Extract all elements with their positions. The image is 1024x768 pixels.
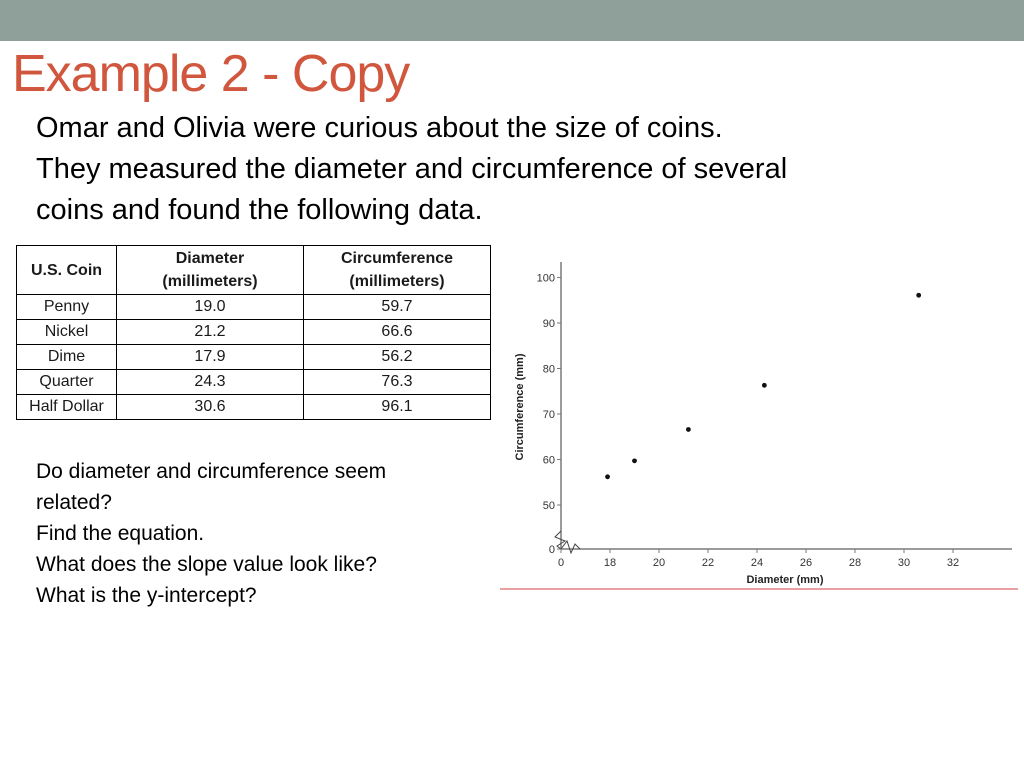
x-tick-label: 28: [848, 557, 862, 569]
x-axis-break-icon: [561, 541, 580, 553]
y-axis-break-icon: [555, 531, 565, 549]
table-header-row: [17, 246, 491, 295]
cell-circumference: 56.2: [304, 345, 491, 370]
x-tick-label: 26: [799, 557, 813, 569]
header-diameter-unit: (millimeters): [162, 273, 258, 290]
y-tick-label: 100: [536, 272, 555, 285]
question-line: Find the equation.: [36, 522, 205, 545]
chart-points: [605, 293, 921, 479]
cell-coin: Nickel: [17, 320, 117, 345]
intro-line: They measured the diameter and circumference of several: [36, 153, 788, 185]
table-row: [17, 345, 491, 370]
intro-text: [36, 108, 976, 231]
x-axis-label: Diameter (mm): [746, 574, 824, 586]
x-tick-label: 20: [652, 557, 666, 569]
cell-diameter: 21.2: [117, 320, 304, 345]
header-diameter: [117, 246, 304, 295]
cell-coin: Quarter: [17, 370, 117, 395]
cell-coin: Penny: [17, 295, 117, 320]
question-line: Do diameter and circumference seem: [36, 460, 387, 483]
header-circumference-unit: (millimeters): [349, 273, 445, 290]
y-axis-label: Circumference (mm): [514, 353, 526, 461]
y-tick-label: 70: [542, 409, 555, 421]
x-tick-label: 32: [946, 557, 960, 569]
data-point: [605, 474, 610, 479]
table-row: [17, 395, 491, 420]
y-tick-label: 0: [548, 544, 555, 556]
data-point: [686, 427, 691, 432]
cell-coin: Dime: [17, 345, 117, 370]
x-tick-label: 18: [603, 557, 617, 569]
x-tick-label: 22: [701, 557, 715, 569]
header-circumference-label: Circumference: [340, 250, 454, 267]
x-tick-label: 30: [897, 557, 911, 569]
y-tick-label: 50: [542, 500, 555, 512]
x-tick-label: 24: [750, 557, 764, 569]
y-tick-label: 80: [542, 363, 555, 376]
table-row: [17, 295, 491, 320]
cell-circumference: 76.3: [304, 370, 491, 395]
coin-data-table: [16, 245, 491, 420]
cell-circumference: 59.7: [304, 295, 491, 320]
data-point: [762, 383, 767, 388]
top-bar: [0, 0, 1024, 41]
slide-title: Example 2 - Copy: [12, 45, 410, 103]
y-tick-label: 90: [542, 318, 555, 330]
cell-diameter: 17.9: [117, 345, 304, 370]
cell-circumference: 96.1: [304, 395, 491, 420]
cell-diameter: 24.3: [117, 370, 304, 395]
x-tick-label: 0: [557, 557, 565, 569]
header-coin: U.S. Coin: [17, 246, 117, 295]
intro-line: coins and found the following data.: [36, 194, 483, 226]
y-tick-label: 60: [542, 454, 555, 467]
data-point: [916, 293, 921, 298]
header-diameter-label: Diameter: [175, 250, 245, 267]
chart-ticks: [537, 273, 959, 570]
table-row: [17, 320, 491, 345]
cell-coin: Half Dollar: [17, 395, 117, 420]
question-line: related?: [36, 491, 112, 514]
data-point: [632, 458, 637, 463]
cell-diameter: 19.0: [117, 295, 304, 320]
header-circumference: [304, 246, 491, 295]
question-line: What does the slope value look like?: [36, 553, 377, 576]
question-list: [36, 456, 476, 611]
intro-line: Omar and Olivia were curious about the size of coins.: [36, 112, 723, 144]
table-row: [17, 370, 491, 395]
cell-diameter: 30.6: [117, 395, 304, 420]
question-line: What is the y-intercept?: [36, 584, 257, 607]
cell-circumference: 66.6: [304, 320, 491, 345]
